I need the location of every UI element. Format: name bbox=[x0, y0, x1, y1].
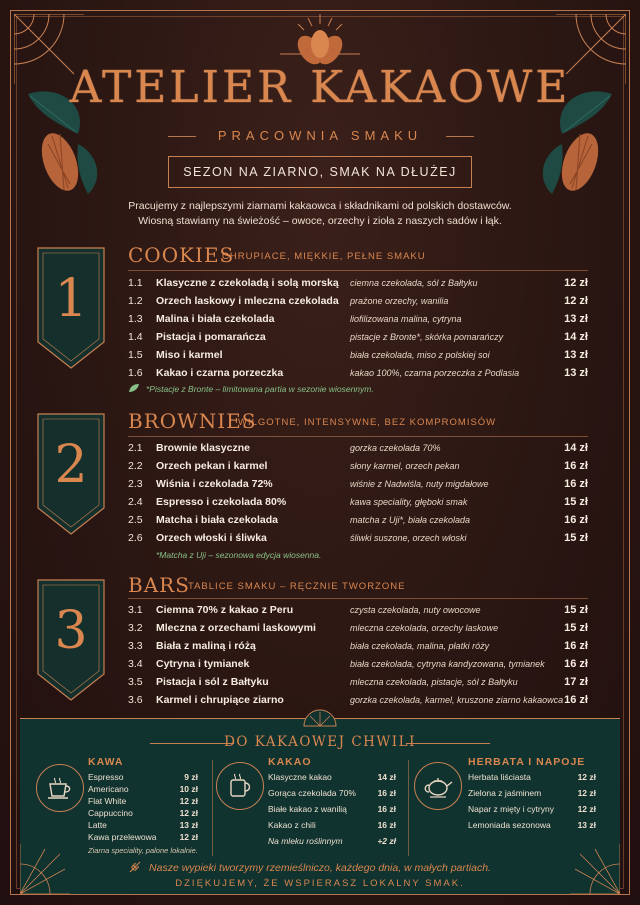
drink-price: 16 zł bbox=[377, 820, 396, 830]
item-number: 2.6 bbox=[128, 532, 143, 544]
item-description: gorzka czekolada 70% bbox=[350, 443, 441, 453]
section-tagline: WILGOTNE, INTENSYWNE, BEZ KOMPROMISÓW bbox=[238, 417, 497, 428]
section-banner-3 bbox=[36, 578, 106, 702]
drink-price: 12 zł bbox=[577, 772, 596, 782]
drink-price: 12 zł bbox=[179, 832, 198, 842]
item-name: Cytryna i tymianek bbox=[156, 658, 250, 670]
drink-name: Na mleku roślinnym bbox=[268, 836, 343, 846]
drink-item bbox=[268, 772, 396, 785]
item-number: 1.6 bbox=[128, 367, 143, 379]
drink-category-herbata: HERBATA I NAPOJE bbox=[468, 756, 586, 768]
section-note: *Pistacje z Bronte – limitowana partia w sezonie wiosennym. bbox=[146, 384, 374, 394]
section-title: BARS bbox=[128, 573, 190, 597]
drink-name: Herbata liściasta bbox=[468, 772, 531, 782]
item-name: Orzech pekan i karmel bbox=[156, 460, 268, 472]
drink-price: 16 zł bbox=[377, 804, 396, 814]
item-number: 1.1 bbox=[128, 277, 143, 289]
item-number: 2.4 bbox=[128, 496, 143, 508]
item-price: 13 zł bbox=[564, 313, 588, 325]
item-price: 16 zł bbox=[564, 658, 588, 670]
section-note: *Matcha z Uji – sezonowa edycja wiosenna. bbox=[156, 550, 322, 560]
drink-price: 14 zł bbox=[377, 772, 396, 782]
item-price: 13 zł bbox=[564, 349, 588, 361]
drink-name: Lemoniada sezonowa bbox=[468, 820, 551, 830]
drink-name: Napar z mięty i cytryny bbox=[468, 804, 554, 814]
item-price: 15 zł bbox=[564, 604, 588, 616]
drink-price: +2 zł bbox=[377, 836, 396, 846]
item-number: 1.5 bbox=[128, 349, 143, 361]
menu-item bbox=[128, 532, 588, 550]
column-divider bbox=[212, 760, 213, 856]
menu-item bbox=[128, 514, 588, 532]
item-description: wiśnie z Nadwiśla, nuty migdałowe bbox=[350, 479, 489, 489]
item-name: Pistacja i sól z Bałtyku bbox=[156, 676, 269, 688]
item-description: kakao 100%, czarna porzeczka z Podlasia bbox=[350, 368, 520, 378]
item-number: 1.2 bbox=[128, 295, 143, 307]
item-price: 15 zł bbox=[564, 532, 588, 544]
drink-name: Latte bbox=[88, 820, 107, 830]
drink-item bbox=[268, 836, 396, 849]
cacao-emblem-icon bbox=[270, 14, 370, 68]
footer-message: Nasze wypieki tworzymy rzemieślniczo, każdego dnia, w małych partiach. bbox=[149, 862, 491, 874]
menu-item bbox=[128, 295, 588, 313]
item-description: biała czekolada, malina, płatki róży bbox=[350, 641, 490, 651]
drink-item bbox=[268, 820, 396, 833]
item-price: 14 zł bbox=[564, 442, 588, 454]
drink-item bbox=[268, 804, 396, 817]
drink-price: 12 zł bbox=[179, 796, 198, 806]
drink-price: 12 zł bbox=[179, 808, 198, 818]
drink-name: Zielona z jaśminem bbox=[468, 788, 542, 798]
item-description: śliwki suszone, orzech włoski bbox=[350, 533, 467, 543]
drink-price: 13 zł bbox=[577, 820, 596, 830]
item-name: Klasyczne z czekoladą i solą morską bbox=[156, 277, 339, 289]
menu-item bbox=[128, 442, 588, 460]
drink-note: Ziarna speciality, palone lokalnie. bbox=[88, 846, 198, 855]
menu-item bbox=[128, 694, 588, 712]
section-title: BROWNIES bbox=[128, 409, 257, 433]
item-number: 2.2 bbox=[128, 460, 143, 472]
item-description: biała czekolada, miso z polskiej soi bbox=[350, 350, 490, 360]
item-price: 16 zł bbox=[564, 694, 588, 706]
item-description: pistacje z Bronte*, skórka pomarańczy bbox=[350, 332, 504, 342]
drink-item bbox=[468, 772, 596, 785]
item-price: 12 zł bbox=[564, 295, 588, 307]
intro-line: Pracujemy z najlepszymi ziarnami kakaowca i składnikami od polskich dostawców. bbox=[128, 200, 512, 212]
drink-item bbox=[468, 804, 596, 817]
drink-name: Białe kakao z wanilią bbox=[268, 804, 347, 814]
column-divider bbox=[408, 760, 409, 856]
item-name: Matcha i biała czekolada bbox=[156, 514, 278, 526]
drink-price: 9 zł bbox=[184, 772, 198, 782]
intro-line: Wiosną stawiamy na świeżość – owoce, orzechy i zioła z naszych sadów i łąk. bbox=[138, 215, 502, 227]
item-description: mleczna czekolada, pistacje, sól z Bałtyku bbox=[350, 677, 518, 687]
drink-item bbox=[468, 820, 596, 833]
menu-item bbox=[128, 367, 588, 385]
menu-item bbox=[128, 349, 588, 367]
menu-item bbox=[128, 496, 588, 514]
menu-item bbox=[128, 604, 588, 622]
section-banner-2 bbox=[36, 412, 106, 536]
item-number: 3.2 bbox=[128, 622, 143, 634]
item-name: Orzech laskowy i mleczna czekolada bbox=[156, 295, 339, 307]
fan-ornament-icon bbox=[302, 708, 338, 728]
item-name: Miso i karmel bbox=[156, 349, 223, 361]
drink-price: 12 zł bbox=[577, 804, 596, 814]
drink-price: 16 zł bbox=[377, 788, 396, 798]
drink-price: 12 zł bbox=[577, 788, 596, 798]
intro-text bbox=[80, 199, 560, 229]
item-price: 12 zł bbox=[564, 277, 588, 289]
item-number: 2.1 bbox=[128, 442, 143, 454]
item-number: 1.4 bbox=[128, 331, 143, 343]
item-price: 15 zł bbox=[564, 496, 588, 508]
menu-item bbox=[128, 331, 588, 349]
item-description: czysta czekolada, nuty owocowe bbox=[350, 605, 481, 615]
section-tagline: CHRUPIACE, MIĘKKIE, PEŁNE SMAKU bbox=[222, 251, 426, 262]
coffee-cup-icon bbox=[46, 774, 74, 802]
drink-name: Flat White bbox=[88, 796, 127, 806]
page-subtitle: PRACOWNIA SMAKU bbox=[217, 128, 423, 143]
drink-name: Espresso bbox=[88, 772, 124, 782]
item-price: 16 zł bbox=[564, 640, 588, 652]
section-divider bbox=[128, 598, 588, 599]
item-number: 2.5 bbox=[128, 514, 143, 526]
drink-price: 10 zł bbox=[179, 784, 198, 794]
item-description: prażone orzechy, wanilia bbox=[350, 296, 449, 306]
item-price: 16 zł bbox=[564, 460, 588, 472]
drink-item bbox=[468, 788, 596, 801]
item-number: 3.3 bbox=[128, 640, 143, 652]
item-name: Malina i biała czekolada bbox=[156, 313, 275, 325]
section-divider bbox=[128, 436, 588, 437]
item-price: 13 zł bbox=[564, 367, 588, 379]
section-title: COOKIES bbox=[128, 243, 235, 267]
menu-item bbox=[128, 478, 588, 496]
drink-name: Kawa przelewowa bbox=[88, 832, 157, 842]
menu-item bbox=[128, 640, 588, 658]
item-number: 3.4 bbox=[128, 658, 143, 670]
item-name: Wiśnia i czekolada 72% bbox=[156, 478, 273, 490]
teapot-icon bbox=[424, 772, 454, 800]
item-name: Kakao i czarna porzeczka bbox=[156, 367, 284, 379]
drink-item bbox=[268, 788, 396, 801]
page-title: ATELIER KAKAOWE bbox=[69, 62, 571, 113]
menu-item bbox=[128, 313, 588, 331]
item-description: liofilizowana malina, cytryna bbox=[350, 314, 462, 324]
section-banner-1 bbox=[36, 246, 106, 370]
drink-price: 13 zł bbox=[179, 820, 198, 830]
menu-item bbox=[128, 460, 588, 478]
item-description: gorzka czekolada, karmel, kruszone ziarno kakaowca bbox=[350, 695, 564, 705]
item-description: matcha z Uji*, biała czekolada bbox=[350, 515, 471, 525]
item-number: 2.3 bbox=[128, 478, 143, 490]
item-name: Mleczna z orzechami laskowymi bbox=[156, 622, 316, 634]
item-name: Pistacja i pomarańcza bbox=[156, 331, 266, 343]
item-name: Ciemna 70% z kakao z Peru bbox=[156, 604, 294, 616]
drink-name: Klasyczne kakao bbox=[268, 772, 332, 782]
drink-name: Gorąca czekolada 70% bbox=[268, 788, 356, 798]
item-description: kawa speciality, głęboki smak bbox=[350, 497, 468, 507]
drink-name: Americano bbox=[88, 784, 129, 794]
section-number: 1 bbox=[54, 269, 88, 329]
item-name: Karmel i chrupiące ziarno bbox=[156, 694, 284, 706]
item-price: 15 zł bbox=[564, 622, 588, 634]
drink-category-kawa: KAWA bbox=[88, 756, 124, 768]
section-divider bbox=[128, 270, 588, 271]
item-number: 3.1 bbox=[128, 604, 143, 616]
drink-category-kakao: KAKAO bbox=[268, 756, 312, 768]
item-description: biała czekolada, cytryna kandyzowana, tymianek bbox=[350, 659, 545, 669]
item-price: 16 zł bbox=[564, 514, 588, 526]
menu-item bbox=[128, 676, 588, 694]
item-price: 16 zł bbox=[564, 478, 588, 490]
menu-item bbox=[128, 658, 588, 676]
item-description: ciemna czekolada, sól z Bałtyku bbox=[350, 278, 478, 288]
drink-name: Cappuccino bbox=[88, 808, 133, 818]
season-banner: SEZON NA ZIARNO, SMAK NA DŁUŻEJ bbox=[168, 156, 472, 188]
section-tagline: TABLICE SMAKU – RĘCZNIE TWORZONE bbox=[188, 581, 406, 592]
cocoa-mug-icon bbox=[226, 772, 254, 800]
item-number: 3.6 bbox=[128, 694, 143, 706]
item-description: mleczna czekolada, orzechy laskowe bbox=[350, 623, 499, 633]
menu-item bbox=[128, 277, 588, 295]
item-description: słony karmel, orzech pekan bbox=[350, 461, 460, 471]
item-name: Biała z maliną i różą bbox=[156, 640, 256, 652]
item-number: 3.5 bbox=[128, 676, 143, 688]
section-number: 2 bbox=[54, 435, 88, 495]
drinks-title: DO KAKAOWEJ CHWILI bbox=[224, 734, 416, 750]
item-name: Espresso i czekolada 80% bbox=[156, 496, 287, 508]
drink-item bbox=[88, 832, 198, 845]
section-number: 3 bbox=[54, 601, 88, 661]
item-name: Brownie klasyczne bbox=[156, 442, 250, 454]
item-price: 17 zł bbox=[564, 676, 588, 688]
item-price: 14 zł bbox=[564, 331, 588, 343]
item-name: Orzech włoski i śliwka bbox=[156, 532, 267, 544]
footer-thanks: DZIĘKUJEMY, ŻE WSPIERASZ LOKALNY SMAK. bbox=[175, 878, 465, 889]
menu-item bbox=[128, 622, 588, 640]
leaf-icon bbox=[128, 383, 140, 393]
drink-name: Kakao z chili bbox=[268, 820, 316, 830]
item-number: 1.3 bbox=[128, 313, 143, 325]
